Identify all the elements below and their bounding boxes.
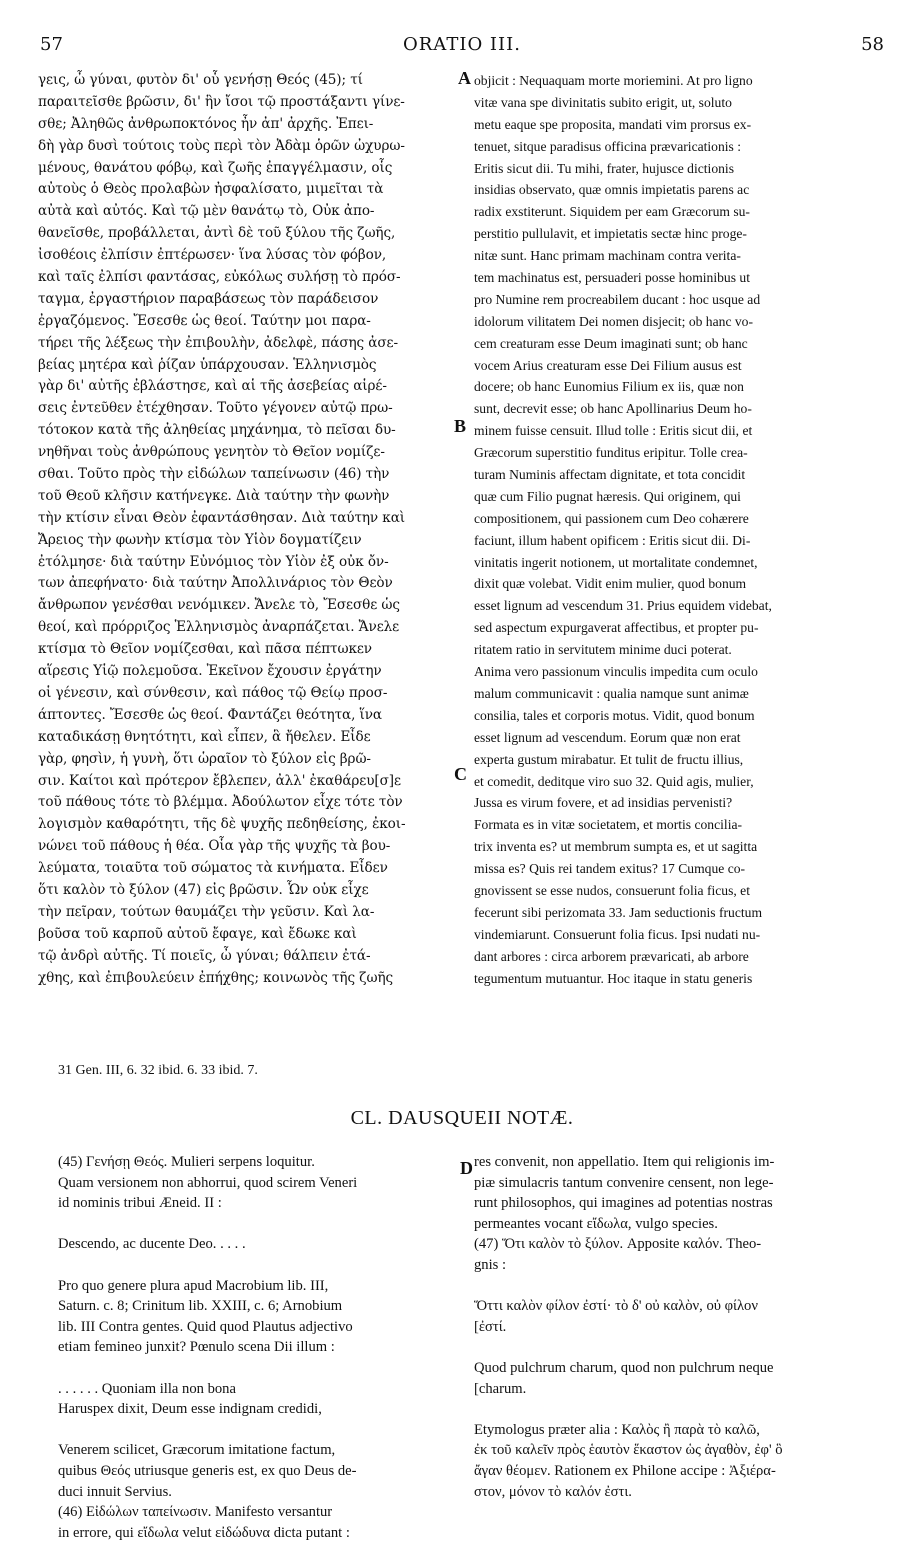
latin-text-line: malum communicavit : qualia namque sunt animæ bbox=[474, 685, 749, 701]
note-line: piæ simulacris tantum convenire censent, non lege- bbox=[474, 1174, 774, 1191]
latin-text-line: metu eaque spe proposita, mandati vim prorsus ex- bbox=[474, 116, 752, 132]
note-line: Ὅττι καλὸν φίλον ἐστί· τὸ δ' οὐ καλὸν, οὐ φίλον bbox=[474, 1298, 758, 1315]
greek-text-line: αὐτὰ καὶ αὐτός. Καὶ τῷ μὲν θανάτῳ τὸ, Οὐκ ἀπο- bbox=[38, 203, 375, 220]
latin-text-line: faciunt, illum habent opificem : Eritis sicut dii. Di- bbox=[474, 532, 751, 548]
latin-text-line: Anima vero passionum vinculis impedita cum oculo bbox=[474, 664, 758, 680]
note-line: Quam versionem non abhorrui, quod scirem Veneri bbox=[58, 1174, 358, 1191]
latin-text-line: esset lignum ad vescendum. Eorum quæ non erat bbox=[474, 729, 741, 745]
latin-text-line: et comedit, deditque viro suo 32. Quid agis, mulier, bbox=[474, 773, 754, 789]
greek-text-line: ταγμα, ἐργαστήριον παραβάσεως τὸν παράδεισον bbox=[38, 290, 379, 307]
note-line: duci innuit Servius. bbox=[58, 1483, 172, 1500]
latin-text-line: turam Numinis affectam dignitate, et tota concidit bbox=[474, 467, 746, 483]
latin-text-line: compositionem, qui passionem cum Deo cohærere bbox=[474, 510, 749, 526]
note-line: res convenit, non appellatio. Item qui religionis im- bbox=[474, 1154, 775, 1170]
greek-text-line: βείας μητέρα καὶ ῥίζαν ὑπάρχουσαν. Ἑλληνισμὸς bbox=[38, 356, 377, 373]
note-line bbox=[58, 1214, 456, 1235]
greek-text-line: τότοκον κατὰ τῆς ἀληθείας μηχάνημα, τὸ πεῖσαι δυ- bbox=[38, 422, 396, 439]
note-line bbox=[58, 1358, 456, 1379]
greek-text-line: καὶ ταῖς ἐλπίσι φαντάσας, εὐκόλως συλήσῃ τὸ πρόσ- bbox=[38, 269, 401, 286]
margin-letter-b: B bbox=[454, 416, 467, 436]
note-line: Quod pulchrum charum, quod non pulchrum neque bbox=[474, 1359, 774, 1376]
note-line: (45) Γενήσῃ Θεός. Mulieri serpens loquitur. bbox=[58, 1154, 315, 1170]
latin-text-line: tenuet, sitque paradisus officina prævaricationis : bbox=[474, 138, 742, 154]
greek-text-line: αἵρεσις Υἱῷ πολεμοῦσα. Ἐκεῖνον ἔχουσιν ἐργάτην bbox=[38, 663, 382, 680]
note-line: Pro quo genere plura apud Macrobium lib. III, bbox=[58, 1277, 329, 1294]
latin-text-line: radix exstiterunt. Siquidem per eam Græcorum su- bbox=[474, 204, 750, 220]
note-line: (47) Ὅτι καλὸν τὸ ξύλον. Apposite καλόν. Theo- bbox=[474, 1236, 762, 1253]
greek-text-line: των ἀπεφήνατο· διὰ ταύτην Ἀπολλινάριος τὸν Θεὸν bbox=[38, 575, 393, 592]
greek-text-line: τήρει τῆς λέξεως τὴν ἐπιβουλὴν, ἀδελφὲ, πάσης ἀσε- bbox=[38, 334, 398, 351]
note-line: Etymologus præter alia : Καλὸς ἢ παρὰ τὸ καλῶ, bbox=[474, 1421, 760, 1438]
latin-text-line: vinitatis ingerit notionem, ut mortalitate condemnet, bbox=[474, 554, 758, 570]
note-line: (46) Εἰδώλων ταπείνωσιν. Manifesto versantur bbox=[58, 1504, 333, 1521]
page-title: ORATIO III. bbox=[403, 34, 521, 55]
latin-text-line: fecerunt sibi perizomata 33. Jam seductionis fructum bbox=[474, 904, 763, 920]
greek-text-line: σιν. Καίτοι καὶ πρότερον ἔβλεπεν, ἀλλ' ἐκαθάρευ[σ]ε bbox=[38, 772, 401, 789]
notes-title: CL. DAUSQUEII NOTÆ. bbox=[350, 1107, 574, 1129]
note-line: lib. III Contra gentes. Quid quod Plautus adjectivo bbox=[58, 1318, 353, 1335]
greek-text-line: τῷ ἀνδρὶ αὐτῆς. Τί ποιεῖς, ὦ γύναι; θάλπειν ἐτά- bbox=[38, 947, 371, 964]
latin-text-column bbox=[474, 70, 886, 989]
latin-text-line: vocem Arius creaturam esse Dei Filium ausus est bbox=[474, 357, 742, 373]
latin-text-line: nitæ sunt. Hanc primam machinam contra verita- bbox=[474, 248, 741, 264]
latin-text-line: vindemiarunt. Consuerunt folia ficus. Ipsi nudati nu- bbox=[474, 926, 761, 942]
greek-text-line: άπτοντες. Ἔσεσθε ὡς θεοί. Φαντάζει θεότητα, ἵνα bbox=[38, 706, 382, 723]
note-line bbox=[474, 1276, 886, 1297]
greek-text-line: σθε; Ἀληθῶς ἀνθρωποκτόνος ἦν ἀπ' ἀρχῆς. Ἐπει- bbox=[38, 115, 374, 132]
greek-text-line: Ἄρειος τὴν φωνὴν κτίσμα τὸν Υἱὸν δογματίζειν bbox=[38, 531, 362, 548]
greek-text-line: ἐτόλμησε· διὰ ταύτην Εὐνόμιος τὸν Υἱὸν ἐξ οὐκ ὄν- bbox=[38, 553, 389, 570]
note-line: permeantes vocant εἴδωλα, vulgo species. bbox=[474, 1215, 718, 1232]
latin-text-line: consilia, tales et corporis motus. Vidit, quod bonum bbox=[474, 707, 755, 723]
greek-text-line: γὰρ δι' αὐτῆς ἐβλάστησε, καὶ αἱ τῆς ἀσεβείας αἱρέ- bbox=[38, 378, 387, 395]
latin-text-line: pro Numine rem procreabilem ducant : hoc usque ad bbox=[474, 291, 761, 307]
latin-text-line: dixit quæ volebat. Vidit enim mulier, quod bonum bbox=[474, 576, 747, 592]
greek-text-line: παραιτεῖσθε βρῶσιν, δι' ἣν ἴσοι τῷ προστάξαντι γίνε- bbox=[38, 93, 405, 110]
greek-text-line: ἐργαζόμενος. Ἔσεσθε ὡς θεοί. Ταύτην μοι παρα- bbox=[38, 312, 371, 329]
latin-text-line: perstitio pullulavit, et impietatis sectæ hinc proge- bbox=[474, 226, 747, 242]
latin-text-line: objicit : Nequaquam morte moriemini. At pro ligno bbox=[474, 73, 753, 88]
latin-text-line: vitæ vana spe divinitatis subito erigit, ut, soluto bbox=[474, 94, 732, 110]
latin-text-line: Græcorum superstitio funditus eripitur. Tolle crea- bbox=[474, 445, 748, 461]
note-line: [ἐστί. bbox=[474, 1318, 507, 1335]
greek-text-column bbox=[38, 70, 453, 989]
note-line: id nominis tribui Æneid. II : bbox=[58, 1195, 222, 1212]
greek-text-line: ὅτι καλὸν τὸ ξύλον (47) εἰς βρῶσιν. Ὧν οὐκ εἶχε bbox=[38, 881, 369, 898]
latin-text-line: ritatem ratio in servitutem minime duci poterat. bbox=[474, 642, 732, 658]
note-line: Venerem scilicet, Græcorum imitatione factum, bbox=[58, 1442, 336, 1459]
greek-text-line: γεις, ὦ γύναι, φυτὸν δι' οὗ γενήσῃ Θεός (45); τί bbox=[38, 72, 363, 88]
latin-text-line: Eritis sicut dii. Tu mihi, frater, hujusce dictionis bbox=[474, 160, 734, 176]
greek-text-line: χθης, καὶ ἐπιβουλεύειν ἐπήχθης; κοινωνὸς τῆς ζωῆς bbox=[38, 969, 393, 986]
latin-text-line: dant arbores : circa arborem prævaricati, ab arbore bbox=[474, 948, 749, 964]
margin-letter-a: A bbox=[458, 68, 471, 88]
latin-text-line: gnovissent se esse nudos, consuerunt folia ficus, et bbox=[474, 882, 750, 898]
latin-text-line: minem fuisse censuit. Illud tolle : Eritis sicut dii, et bbox=[474, 423, 753, 439]
greek-text-line: λογισμὸν καθαρότητι, τῆς δὲ ψυχῆς πεδηθείσης, ἐκοι- bbox=[38, 816, 406, 833]
note-line: Descendo, ac ducente Deo. . . . . bbox=[58, 1236, 246, 1253]
greek-text-line: νηθῆναι τοὺς ἀνθρώπους γενητὸν τὸ Θεῖον νομίζε- bbox=[38, 444, 385, 461]
greek-text-line: σθαι. Τοῦτο πρὸς τὴν εἰδώλων ταπείνωσιν (46) τὴν bbox=[38, 466, 390, 483]
notes-left-column bbox=[58, 1152, 456, 1543]
note-line: runt philosophos, qui imagines ad potentias nostras bbox=[474, 1195, 773, 1212]
greek-text-line: γὰρ, φησὶν, ἡ γυνὴ, ὅτι ὡραῖον τὸ ξύλον εἰς βρῶ- bbox=[38, 750, 371, 767]
note-line: στον, μόνον τὸ καλόν ἐστι. bbox=[474, 1483, 632, 1500]
latin-text-line: cem creaturam esse Deum imaginati sunt; ob hanc bbox=[474, 335, 748, 351]
greek-text-line: τὴν κτίσιν εἶναι Θεὸν ἐφαντάσθησαν. Διὰ ταύτην καὶ bbox=[38, 509, 406, 526]
greek-text-line: νώνει τοῦ πάθους ἡ θέα. Οἷα γὰρ τῆς ψυχῆς τὰ βου- bbox=[38, 838, 391, 855]
right-page-number: 58 bbox=[861, 34, 884, 55]
greek-text-line: τὴν πεῖραν, τούτων θαυμάζει τὴν γεῦσιν. Καὶ λα- bbox=[38, 903, 375, 920]
greek-text-line: ἄνθρωπον γενέσθαι νενόμικεν. Ἄνελε τὸ, Ἔσεσθε ὡς bbox=[38, 597, 400, 614]
latin-text-line: tem machinatus est, persuaderi posse hominibus ut bbox=[474, 270, 750, 286]
latin-text-line: trix inventa es? ut membrum sumpta es, et ut sagitta bbox=[474, 839, 758, 855]
margin-letter-c: C bbox=[454, 764, 467, 784]
note-line: gnis : bbox=[474, 1256, 507, 1273]
latin-text-line: Jussa es virum fovere, et ad insidias pervenisti? bbox=[474, 795, 733, 811]
note-line: quibus Θεός utriusque generis est, ex quo Deus de- bbox=[58, 1462, 357, 1479]
note-line bbox=[474, 1337, 886, 1358]
note-line: ἄγαν θέομεν. Rationem ex Philone accipe : Ἀξιέρα- bbox=[474, 1462, 776, 1479]
left-page-number: 57 bbox=[40, 34, 63, 55]
latin-text-line: missa es? Quis rei tandem exitus? 17 Cumque co- bbox=[474, 861, 746, 877]
note-line bbox=[58, 1255, 456, 1276]
note-line: . . . . . . Quoniam illa non bona bbox=[58, 1380, 236, 1397]
latin-text-line: tegumentum mutuantur. Hoc itaque in statu generis bbox=[474, 970, 753, 986]
margin-letter-d: D bbox=[460, 1158, 473, 1178]
greek-text-line: σεις ἐντεῦθεν ἐτέχθησαν. Τοῦτο γέγονεν αὐτῷ πρω- bbox=[38, 400, 393, 417]
greek-text-line: αὐτοὺς ὁ Θεὸς προλαβὼν ἠσφαλίσατο, μιμεῖται τὰ bbox=[38, 181, 384, 198]
note-line: Haruspex dixit, Deum esse indignam credidi, bbox=[58, 1401, 322, 1418]
greek-text-line: καταδικάσῃ θνητότητι, καὶ εἶπεν, ἃ ἤθελεν. Εἶδε bbox=[38, 728, 371, 745]
note-line: [charum. bbox=[474, 1380, 527, 1397]
latin-text-line: quæ cum Filio pugnat hæresis. Qui originem, qui bbox=[474, 488, 741, 504]
notes-right-column bbox=[474, 1152, 886, 1502]
latin-text-line: sunt, decrevit esse; ob hanc Apollinarius Deum ho- bbox=[474, 401, 752, 417]
greek-text-line: βοῦσα τοῦ καρποῦ αὐτοῦ ἔφαγε, καὶ ἔδωκε καὶ bbox=[38, 925, 357, 942]
greek-text-line: οἱ γένεσιν, καὶ σύνθεσιν, καὶ πάθος τῷ Θείῳ προσ- bbox=[38, 684, 388, 701]
greek-text-line: θανεῖσθε, προβάλλεται, ἀντὶ δὲ τοῦ ξύλου τῆς ζωῆς, bbox=[38, 225, 396, 242]
greek-text-line: θεοί, καὶ πρόρριζος Ἑλληνισμὸς ἀναρπάζεται. Ἄνελε bbox=[38, 619, 400, 636]
greek-text-line: δὴ γὰρ δυσὶ τούτοις τοὺς περὶ τὸν Ἀδὰμ ὁρῶν ὠχυρω- bbox=[38, 137, 405, 154]
latin-text-line: idolorum vilitatem Dei nomen disjecit; ob hanc vo- bbox=[474, 313, 753, 329]
note-line: etiam femineo junxit? Pœnulo scena Dii illum : bbox=[58, 1339, 335, 1356]
note-line bbox=[58, 1420, 456, 1441]
note-line bbox=[474, 1399, 886, 1420]
footnotes: 31 Gen. III, 6. 32 ibid. 6. 33 ibid. 7. bbox=[58, 1063, 258, 1078]
latin-text-line: sed aspectum expurgaverat affectibus, et propter pu- bbox=[474, 620, 759, 636]
greek-text-line: μένους, θανάτου φόβῳ, καὶ ζωῆς ἐπαγγέλμασιν, οἷς bbox=[38, 159, 393, 176]
latin-text-line: insidias observato, quæ omnis impietatis parens ac bbox=[474, 182, 750, 198]
latin-text-line: docere; ob hanc Eunomius Filium ex iis, quæ non bbox=[474, 379, 744, 395]
running-header bbox=[40, 34, 884, 56]
latin-text-line: experta gustum mirabatur. Et tulit de fructu illius, bbox=[474, 751, 744, 767]
latin-text-line: Formata es in vitæ societatem, et mortis concilia- bbox=[474, 817, 743, 833]
note-line: in errore, qui εἴδωλα velut εἰδώδυνα dicta putant : bbox=[58, 1524, 350, 1541]
latin-text-line: esset lignum ad vescendum 31. Prius equidem videbat, bbox=[474, 598, 772, 614]
note-line: ἐκ τοῦ καλεῖν πρὸς ἑαυτὸν ἕκαστον ὡς ἀγαθὸν, ἐφ' ὃ bbox=[474, 1442, 783, 1459]
greek-text-line: κτίσμα τὸ Θεῖον νομίζεσθαι, καὶ πᾶσα πέπτωκεν bbox=[38, 641, 372, 658]
greek-text-line: λεύματα, τοιαῦτα τοῦ σώματος τὰ κινήματα. Εἶδεν bbox=[38, 860, 388, 877]
greek-text-line: τοῦ Θεοῦ κλῆσιν κατήνεγκε. Διὰ ταύτην τὴν φωνὴν bbox=[38, 487, 390, 504]
note-line: Saturn. c. 8; Crinitum lib. XXIII, c. 6; Arnobium bbox=[58, 1298, 343, 1315]
greek-text-line: τοῦ πάθους τότε τὸ βλέμμα. Ἀδούλωτον εἶχε τότε τὸν bbox=[38, 794, 403, 811]
greek-text-line: ἰσοθέοις ἐλπίσιν ἐπτέρωσεν· ἵνα λύσας τὸν φόβον, bbox=[38, 247, 387, 264]
